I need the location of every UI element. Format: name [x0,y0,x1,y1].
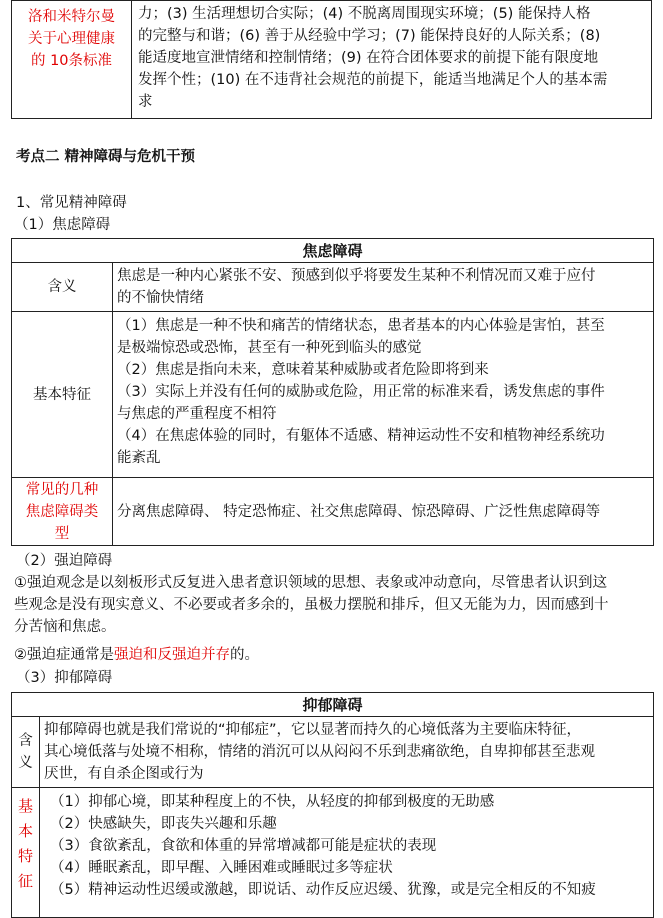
anxiety-feature-line: （2）焦虑是指向未来，意味着某种威胁或者危险即将到来 [117,362,489,378]
depression-feature-line: （2）快感缺失，即丧失兴趣和乐趣 [50,816,277,832]
ocd-p2-highlight: 强迫和反强迫并存 [114,647,230,663]
anxiety-table [11,238,654,546]
depression-meaning-line: 厌世，有自杀企图或行为 [44,766,204,782]
anxiety-feature-line: 是极端惊恐或恐怖，甚至有一种死到临头的感觉 [117,340,422,356]
anxiety-meaning-content [113,263,654,312]
depression-feature-line: （3）食欲紊乱，食欲和体重的异常增减都可能是症状的表现 [50,838,437,854]
ocd-paragraph-line: 些观念是没有现实意义、不必要或者多余的，虽极力摆脱和排斥，但又无能为力，因而感到十 [14,597,609,613]
anxiety-feature-line: 与焦虑的严重程度不相符 [117,406,277,422]
anxiety-feature-line: 能紊乱 [117,450,161,466]
anxiety-types-label [12,478,113,546]
depression-meaning-label [12,717,40,788]
ocd-p2-prefix: ②强迫症通常是 [14,647,114,663]
depression-table-title: 抑郁障碍 [12,693,654,717]
depression-meaning-line: 其心境低落与处境不相称，情绪的消沉可以从闷闷不乐到悲痛欲绝，自卑抑郁甚至悲观 [44,744,595,760]
standards-label-cell [12,1,132,119]
depression-features-content [40,788,654,918]
anxiety-feature-line: （1）焦虑是一种不快和痛苦的情绪状态，患者基本的内心体验是害怕，甚至 [117,318,605,334]
depression-table [11,692,654,918]
anxiety-meaning-line: 的不愉快情绪 [117,290,204,306]
anxiety-feature-line: （4）在焦虑体验的同时，有躯体不适感、精神运动性不安和植物神经系统功 [117,428,605,444]
standards-content-line: 发挥个性；(10) 在不违背社会规范的前提下，能适当地满足个人的基本需 [138,72,608,88]
depression-features-label-char: 征 [17,872,33,890]
depression-feature-line: （1）抑郁心境，即某种程度上的不快，从轻度的抑郁到极度的无助感 [50,794,495,810]
anxiety-meaning-label: 含义 [12,263,113,312]
depression-features-label-char: 本 [17,822,33,840]
anxiety-meaning-line: 焦虑是一种内心紧张不安、预感到似乎将要发生某种不利情况而又难于应付 [117,268,596,284]
ocd-p2-suffix: 的。 [230,647,259,663]
depression-feature-line: （5）精神运动性迟缓或激越，即说话、动作反应迟缓、犹豫，或是完全相反的不知疲 [50,882,596,898]
standards-content-line: 力；(3) 生活理想切合实际；(4) 不脱离周围现实环境；(5) 能保持人格 [138,6,591,22]
standards-content-line: 能适度地宣泄情绪和控制情绪；(9) 在符合团体要求的前提下能有限度地 [138,50,599,66]
standards-content-cell [132,1,652,119]
depression-features-label-char: 特 [17,847,33,865]
anxiety-types-line: 分离焦虑障碍、 特定恐怖症、社交焦虑障碍、惊恐障碍、广泛性焦虑障碍等 [117,503,601,520]
ocd-paragraph-2 [14,644,259,666]
ocd-paragraph-line: ①强迫观念是以刻板形式反复进入患者意识领域的思想、表象或冲动意向，尽管患者认识到这 [14,575,607,591]
top-standards-table [11,0,652,119]
anxiety-feature-line: （3）实际上并没有任何的威胁或危险，用正常的标准来看，诱发焦虑的事件 [117,384,605,400]
item-heading-anxiety: （1）焦虑障碍 [14,217,111,233]
ocd-paragraph-line: 分苦恼和焦虑。 [14,619,116,635]
anxiety-features-label: 基本特征 [12,312,113,478]
anxiety-types-label-line: 常见的几种 [25,481,99,498]
item-heading-ocd: （2）强迫障碍 [16,553,113,569]
standards-label-line: 的 10条标准 [30,53,113,69]
standards-content-line: 求 [138,94,153,110]
depression-meaning-content [40,717,654,788]
depression-meaning-label-char: 义 [18,755,33,771]
item-heading-depression: （3）抑郁障碍 [16,670,113,686]
anxiety-types-label-line: 焦虑障碍类 [25,503,99,520]
depression-meaning-label-char: 含 [18,733,33,749]
depression-features-label-char: 基 [17,797,33,815]
anxiety-types-label-line: 型 [54,525,70,542]
anxiety-features-content [113,312,654,478]
depression-feature-line: （4）睡眠紊乱，即早醒、入睡困难或睡眠过多等症状 [50,860,393,876]
standards-label-line: 关于心理健康 [28,31,115,47]
section-title: 考点二 精神障碍与危机干预 [16,149,196,165]
anxiety-table-title: 焦虑障碍 [12,239,654,263]
subsection-title: 1、常见精神障碍 [16,195,127,211]
anxiety-types-content [113,478,654,546]
standards-label-line: 洛和米特尔曼 [28,9,115,25]
depression-features-label [12,788,40,918]
ocd-paragraph-1 [14,572,659,638]
standards-content-line: 的完整与和谐；(6) 善于从经验中学习；(7) 能保持良好的人际关系；(8) [138,28,601,44]
depression-meaning-line: 抑郁障碍也就是我们常说的“抑郁症”，它以显著而持久的心境低落为主要临床特征， [44,722,582,738]
